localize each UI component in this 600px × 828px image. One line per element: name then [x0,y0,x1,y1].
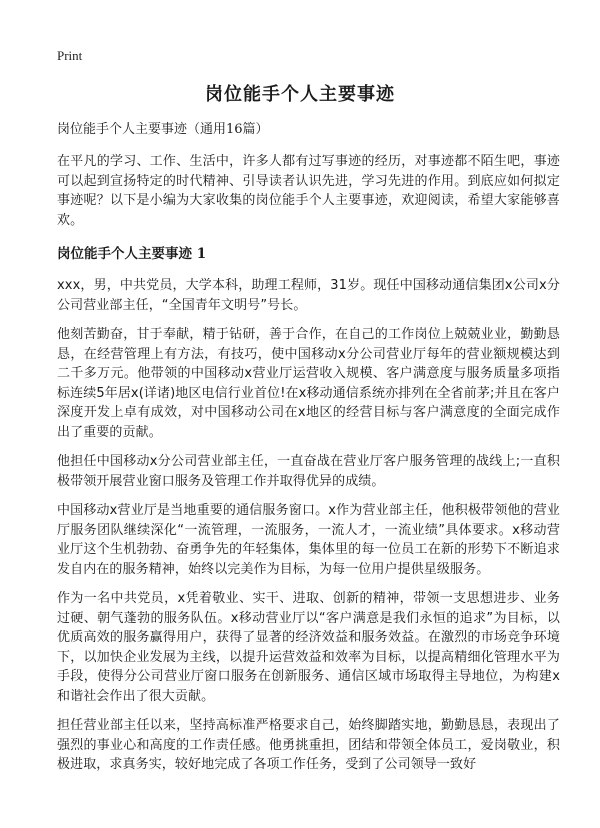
article-subtitle: 岗位能手个人主要事迹（通用16篇） [57,122,269,137]
paragraph-5: 作为一名中共党员，x凭着敬业、实干、进取、创新的精神，带领一支思想进步、业务过硬、朝气蓬勃的服务队伍。x移动营业厅以“客户满意是我们永恒的追求”为目标，以优质高效的服务赢得用户，获得了显著的经济效益和服务效益。在激烈的市场竞争环境下，以加快企业发展为主线，以提升运营效益和效率为目标，以提高精细化管理水平为手段，使得分公司营业厅窗口服务在创新服务、通信区域市场取得主导地位，为构建x和谐社会作出了很大贡献。 [57,591,560,704]
paragraph-1: xxx，男，中共党员，大学本科，助理工程师，31岁。现任中国移动通信集团x公司x分公司营业部主任，“全国青年文明号”号长。 [57,278,560,313]
paragraph-2: 他刻苦勤奋，甘于奉献，精于钻研，善于合作，在自己的工作岗位上兢兢业业，勤勤恳恳，在经营管理上有方法，有技巧，使中国移动x分公司营业厅每年的营业额规模达到二千多万元。他带领的中国移动x营业厅运营收入规模、客户满意度与服务质量多项指标连续5年居x(详诸)地区电信行业首位!在x移动通信系统亦排列在全省前茅;并且在客户深度开发上卓有成效，对中国移动公司在x地区的经营目标与客户满意度的全面完成作出了重要的贡献。 [57,327,560,440]
intro-paragraph: 在平凡的学习、工作、生活中，许多人都有过写事迹的经历，对事迹都不陌生吧，事迹可以起到宣扬特定的时代精神、引导读者认识先进，学习先进的作用。到底应如何拟定事迹呢？以下是小编为大家收集的岗位能手个人主要事迹，欢迎阅读，希望大家能够喜欢。 [57,154,560,228]
paragraph-6: 担任营业部主任以来，坚持高标准严格要求自己，始终脚踏实地，勤勤恳恳，表现出了强烈的事业心和高度的工作责任感。他勇挑重担，团结和带领全体员工，爱岗敬业，积极进取，求真务实，较好地完成了各项工作任务，受到了公司领导一致好 [57,718,560,772]
page-title: 岗位能手个人主要事迹 [205,84,395,105]
article-body [57,120,560,785]
paragraph-3: 他担任中国移动x分公司营业部主任，一直奋战在营业厅客户服务管理的战线上;一直积极带领开展营业窗口服务及管理工作并取得优异的成绩。 [57,454,560,489]
section-heading: 岗位能手个人主要事迹 1 [57,246,207,262]
print-link[interactable]: Print [57,48,83,63]
paragraph-4: 中国移动x营业厅是当地重要的通信服务窗口。x作为营业部主任，他积极带领他的营业厅服务团队继续深化“一流管理，一流服务，一流人才，一流业绩”具体要求。x移动营业厅这个生机勃勃、奋勇争先的年轻集体，集体里的每一位员工在新的形势下不断追求发自内在的服务精神，始终以完美作为目标，为每一位用户提供星级服务。 [57,503,560,577]
